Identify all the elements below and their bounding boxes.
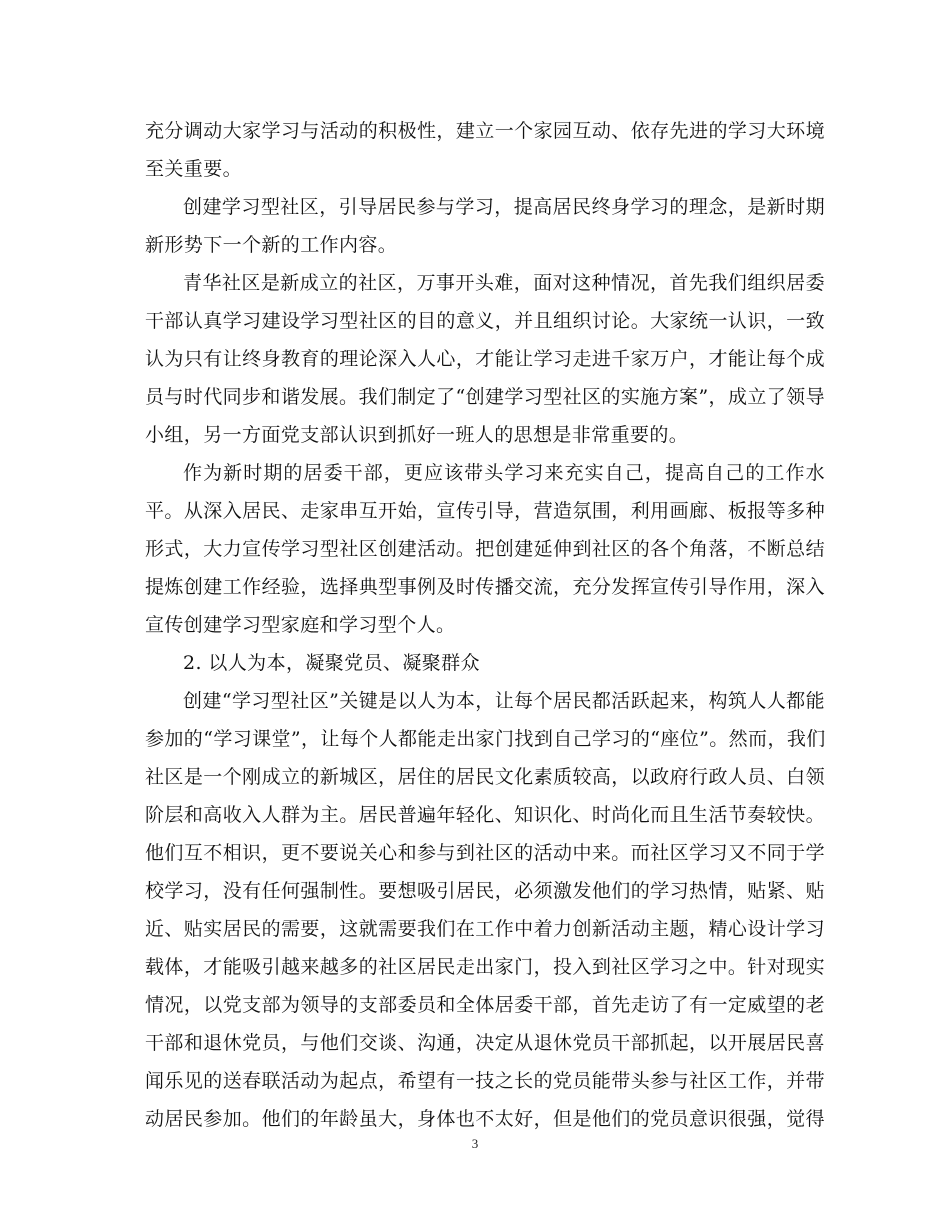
text-line: 情况，以党支部为领导的支部委员和全体居委干部，首先走访了有一定威望的老 <box>145 994 825 1016</box>
text-line: 认为只有让终身教育的理论深入人心，才能让学习走进千家万户，才能让每个成 <box>145 348 825 370</box>
text-line: 动居民参加。他们的年龄虽大，身体也不太好，但是他们的党员意识很强，觉得 <box>145 1108 825 1130</box>
text-line: 阶层和高收入人群为主。居民普遍年轻化、知识化、时尚化而且生活节奏较快。 <box>145 804 825 826</box>
text-line: 闻乐见的送春联活动为起点，希望有一技之长的党员能带头参与社区工作，并带 <box>145 1070 825 1092</box>
text-line: 创建学习型社区，引导居民参与学习，提高居民终身学习的理念，是新时期 <box>183 196 825 218</box>
text-line: 提炼创建工作经验，选择典型事例及时传播交流，充分发挥宣传引导作用，深入 <box>145 576 825 598</box>
text-line: 青华社区是新成立的社区，万事开头难，面对这种情况，首先我们组织居委 <box>183 272 825 294</box>
text-line: 宣传创建学习型家庭和学习型个人。 <box>145 614 456 636</box>
text-line: 校学习，没有任何强制性。要想吸引居民，必须激发他们的学习热情，贴紧、贴 <box>145 880 825 902</box>
text-line: 小组，另一方面党支部认识到抓好一班人的思想是非常重要的。 <box>145 424 689 446</box>
text-line: 他们互不相识，更不要说关心和参与到社区的活动中来。而社区学习又不同于学 <box>145 842 825 864</box>
body-text <box>145 112 825 1138</box>
text-line: 干部认真学习建设学习型社区的目的意义，并且组织讨论。大家统一认识，一致 <box>145 310 825 332</box>
text-line: 社区是一个刚成立的新城区，居住的居民文化素质较高，以政府行政人员、白领 <box>145 766 825 788</box>
text-line: 充分调动大家学习与活动的积极性，建立一个家园互动、依存先进的学习大环境 <box>145 120 825 142</box>
section-heading: 2. 以人为本，凝聚党员、凝聚群众 <box>183 652 480 674</box>
text-line: 形式，大力宣传学习型社区创建活动。把创建延伸到社区的各个角落，不断总结 <box>145 538 825 560</box>
text-line: 新形势下一个新的工作内容。 <box>145 234 398 256</box>
text-line: 平。从深入居民、走家串互开始，宣传引导，营造氛围，利用画廊、板报等多种 <box>145 500 825 522</box>
page-number: 3 <box>471 1136 479 1151</box>
text-line: 干部和退休党员，与他们交谈、沟通，决定从退休党员干部抓起，以开展居民喜 <box>145 1032 825 1054</box>
text-line: 载体，才能吸引越来越多的社区居民走出家门，投入到社区学习之中。针对现实 <box>145 956 825 978</box>
text-line: 近、贴实居民的需要，这就需要我们在工作中着力创新活动主题，精心设计学习 <box>145 918 825 940</box>
text-line: 员与时代同步和谐发展。我们制定了“创建学习型社区的实施方案”，成立了领导 <box>145 386 825 408</box>
text-line: 作为新时期的居委干部，更应该带头学习来充实自己，提高自己的工作水 <box>183 462 825 484</box>
text-line: 创建“学习型社区”关键是以人为本，让每个居民都活跃起来，构筑人人都能 <box>183 690 825 712</box>
text-line: 至关重要。 <box>145 158 243 180</box>
text-line: 参加的“学习课堂”，让每个人都能走出家门找到自己学习的“座位”。然而，我们 <box>145 728 826 750</box>
